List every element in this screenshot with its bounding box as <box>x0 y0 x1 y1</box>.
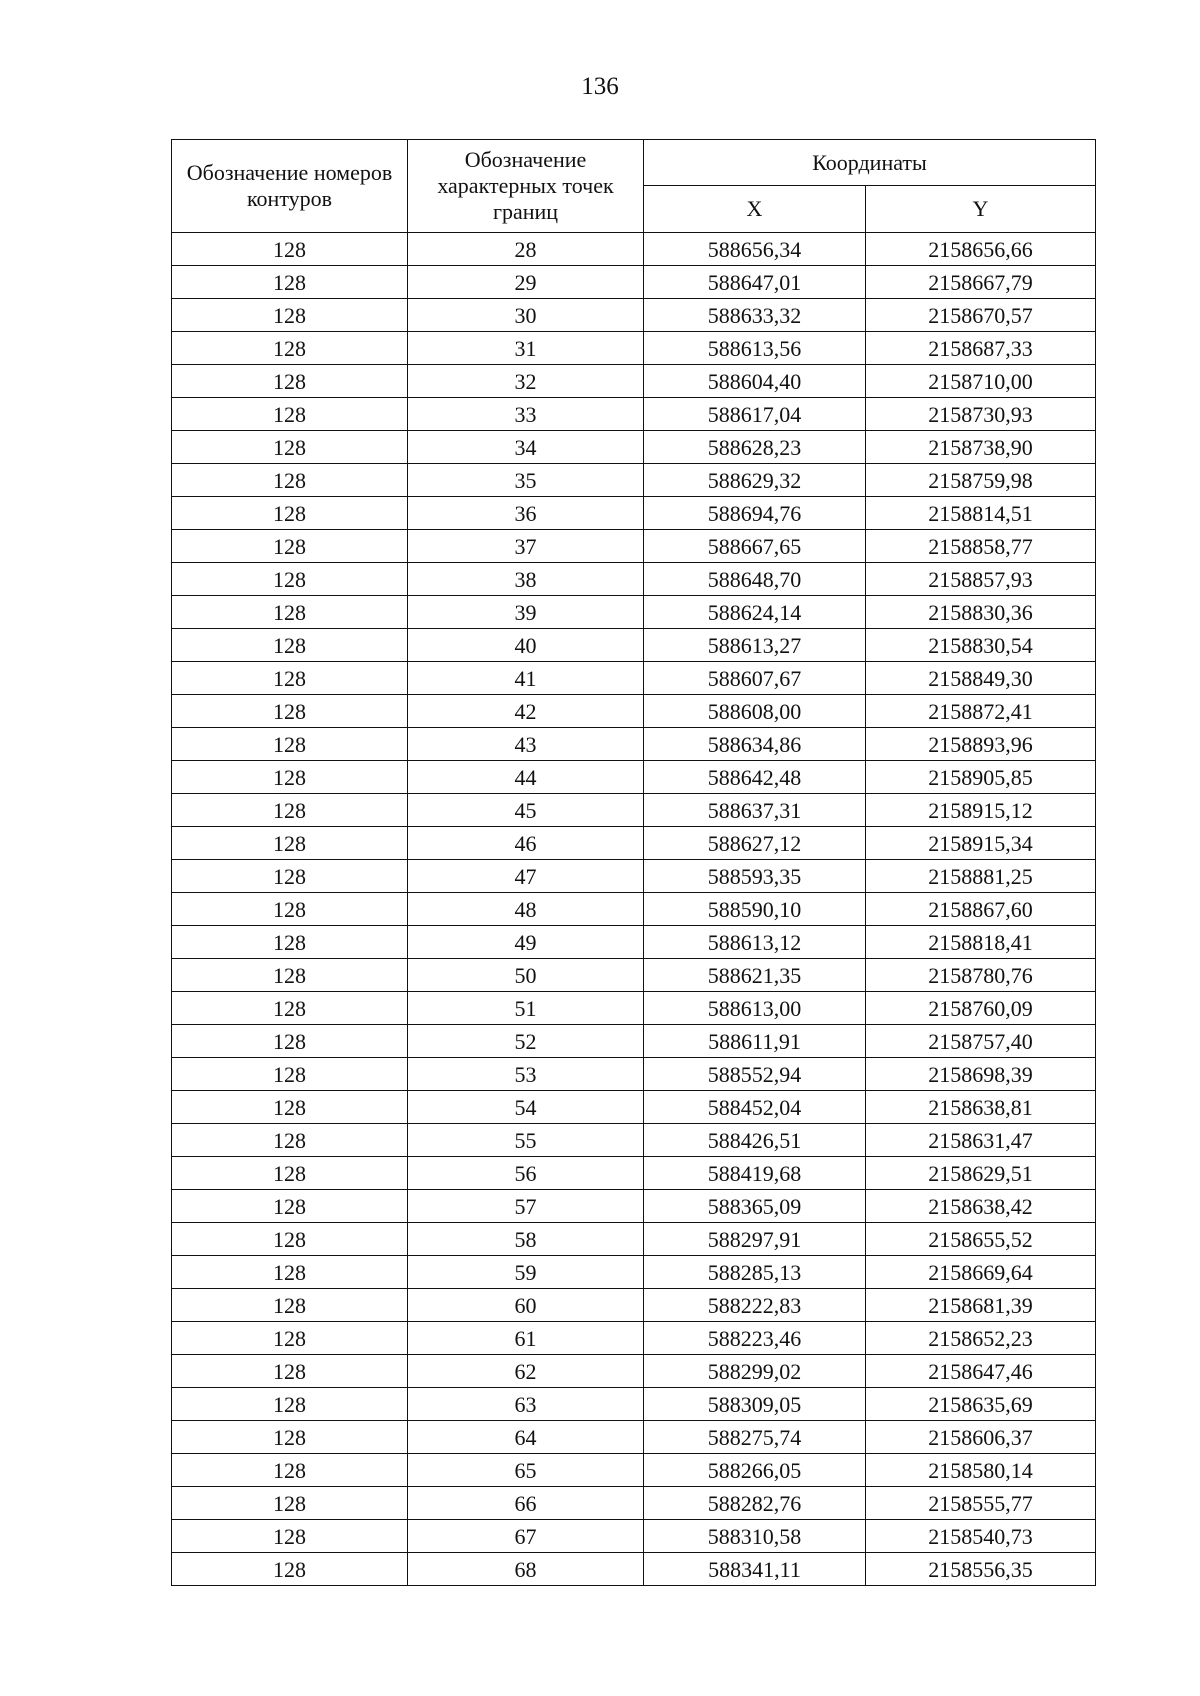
contour-number-cell: 128 <box>172 464 408 497</box>
y-coordinate-cell: 2158540,73 <box>866 1520 1096 1553</box>
table-row <box>172 992 1096 1025</box>
table-row <box>172 1421 1096 1454</box>
point-number-cell: 64 <box>408 1421 644 1454</box>
header-contour-number: Обозначение номеров контуров <box>172 140 408 233</box>
y-coordinate-cell: 2158638,42 <box>866 1190 1096 1223</box>
contour-number-cell: 128 <box>172 431 408 464</box>
point-number-cell: 38 <box>408 563 644 596</box>
point-number-cell: 41 <box>408 662 644 695</box>
y-coordinate-cell: 2158760,09 <box>866 992 1096 1025</box>
contour-number-cell: 128 <box>172 1487 408 1520</box>
y-coordinate-cell: 2158867,60 <box>866 893 1096 926</box>
point-number-cell: 49 <box>408 926 644 959</box>
contour-number-cell: 128 <box>172 365 408 398</box>
y-coordinate-cell: 2158647,46 <box>866 1355 1096 1388</box>
point-number-cell: 43 <box>408 728 644 761</box>
table-row <box>172 1520 1096 1553</box>
point-number-cell: 66 <box>408 1487 644 1520</box>
x-coordinate-cell: 588552,94 <box>644 1058 866 1091</box>
point-number-cell: 56 <box>408 1157 644 1190</box>
contour-number-cell: 128 <box>172 1025 408 1058</box>
table-row <box>172 1388 1096 1421</box>
table-row <box>172 1355 1096 1388</box>
table-row <box>172 860 1096 893</box>
contour-number-cell: 128 <box>172 926 408 959</box>
point-number-cell: 55 <box>408 1124 644 1157</box>
y-coordinate-cell: 2158698,39 <box>866 1058 1096 1091</box>
contour-number-cell: 128 <box>172 1190 408 1223</box>
table-row <box>172 464 1096 497</box>
x-coordinate-cell: 588285,13 <box>644 1256 866 1289</box>
point-number-cell: 54 <box>408 1091 644 1124</box>
x-coordinate-cell: 588222,83 <box>644 1289 866 1322</box>
point-number-cell: 30 <box>408 299 644 332</box>
table-row <box>172 530 1096 563</box>
x-coordinate-cell: 588637,31 <box>644 794 866 827</box>
x-coordinate-cell: 588624,14 <box>644 596 866 629</box>
table-row <box>172 926 1096 959</box>
point-number-cell: 62 <box>408 1355 644 1388</box>
y-coordinate-cell: 2158872,41 <box>866 695 1096 728</box>
table-row <box>172 1058 1096 1091</box>
table-row <box>172 761 1096 794</box>
contour-number-cell: 128 <box>172 233 408 266</box>
table-row <box>172 563 1096 596</box>
table-row <box>172 1553 1096 1586</box>
coordinates-table <box>171 139 1096 1586</box>
x-coordinate-cell: 588634,86 <box>644 728 866 761</box>
contour-number-cell: 128 <box>172 530 408 563</box>
point-number-cell: 52 <box>408 1025 644 1058</box>
table-row <box>172 1025 1096 1058</box>
y-coordinate-cell: 2158818,41 <box>866 926 1096 959</box>
x-coordinate-cell: 588419,68 <box>644 1157 866 1190</box>
point-number-cell: 47 <box>408 860 644 893</box>
y-coordinate-cell: 2158830,36 <box>866 596 1096 629</box>
x-coordinate-cell: 588590,10 <box>644 893 866 926</box>
y-coordinate-cell: 2158915,12 <box>866 794 1096 827</box>
table-row <box>172 497 1096 530</box>
point-number-cell: 42 <box>408 695 644 728</box>
y-coordinate-cell: 2158780,76 <box>866 959 1096 992</box>
contour-number-cell: 128 <box>172 1157 408 1190</box>
y-coordinate-cell: 2158669,64 <box>866 1256 1096 1289</box>
y-coordinate-cell: 2158606,37 <box>866 1421 1096 1454</box>
contour-number-cell: 128 <box>172 1421 408 1454</box>
point-number-cell: 34 <box>408 431 644 464</box>
contour-number-cell: 128 <box>172 827 408 860</box>
x-coordinate-cell: 588617,04 <box>644 398 866 431</box>
x-coordinate-cell: 588628,23 <box>644 431 866 464</box>
table-row <box>172 299 1096 332</box>
y-coordinate-cell: 2158652,23 <box>866 1322 1096 1355</box>
y-coordinate-cell: 2158556,35 <box>866 1553 1096 1586</box>
x-coordinate-cell: 588309,05 <box>644 1388 866 1421</box>
point-number-cell: 36 <box>408 497 644 530</box>
contour-number-cell: 128 <box>172 959 408 992</box>
table-row <box>172 596 1096 629</box>
contour-number-cell: 128 <box>172 695 408 728</box>
y-coordinate-cell: 2158730,93 <box>866 398 1096 431</box>
contour-number-cell: 128 <box>172 497 408 530</box>
header-y: Y <box>866 186 1096 233</box>
x-coordinate-cell: 588629,32 <box>644 464 866 497</box>
x-coordinate-cell: 588621,35 <box>644 959 866 992</box>
contour-number-cell: 128 <box>172 1256 408 1289</box>
table-row <box>172 728 1096 761</box>
table-row <box>172 1223 1096 1256</box>
table-row <box>172 365 1096 398</box>
point-number-cell: 32 <box>408 365 644 398</box>
y-coordinate-cell: 2158667,79 <box>866 266 1096 299</box>
table-row <box>172 662 1096 695</box>
point-number-cell: 29 <box>408 266 644 299</box>
table-row <box>172 431 1096 464</box>
y-coordinate-cell: 2158681,39 <box>866 1289 1096 1322</box>
x-coordinate-cell: 588647,01 <box>644 266 866 299</box>
y-coordinate-cell: 2158858,77 <box>866 530 1096 563</box>
x-coordinate-cell: 588613,12 <box>644 926 866 959</box>
table-row <box>172 332 1096 365</box>
x-coordinate-cell: 588275,74 <box>644 1421 866 1454</box>
x-coordinate-cell: 588607,67 <box>644 662 866 695</box>
y-coordinate-cell: 2158555,77 <box>866 1487 1096 1520</box>
contour-number-cell: 128 <box>172 1520 408 1553</box>
x-coordinate-cell: 588266,05 <box>644 1454 866 1487</box>
y-coordinate-cell: 2158759,98 <box>866 464 1096 497</box>
contour-number-cell: 128 <box>172 398 408 431</box>
table-row <box>172 1289 1096 1322</box>
point-number-cell: 39 <box>408 596 644 629</box>
table-row <box>172 1091 1096 1124</box>
y-coordinate-cell: 2158629,51 <box>866 1157 1096 1190</box>
x-coordinate-cell: 588648,70 <box>644 563 866 596</box>
x-coordinate-cell: 588282,76 <box>644 1487 866 1520</box>
contour-number-cell: 128 <box>172 266 408 299</box>
point-number-cell: 50 <box>408 959 644 992</box>
point-number-cell: 28 <box>408 233 644 266</box>
contour-number-cell: 128 <box>172 1091 408 1124</box>
x-coordinate-cell: 588613,27 <box>644 629 866 662</box>
contour-number-cell: 128 <box>172 761 408 794</box>
x-coordinate-cell: 588365,09 <box>644 1190 866 1223</box>
contour-number-cell: 128 <box>172 1289 408 1322</box>
x-coordinate-cell: 588426,51 <box>644 1124 866 1157</box>
y-coordinate-cell: 2158857,93 <box>866 563 1096 596</box>
x-coordinate-cell: 588297,91 <box>644 1223 866 1256</box>
y-coordinate-cell: 2158655,52 <box>866 1223 1096 1256</box>
y-coordinate-cell: 2158915,34 <box>866 827 1096 860</box>
y-coordinate-cell: 2158710,00 <box>866 365 1096 398</box>
contour-number-cell: 128 <box>172 1355 408 1388</box>
table-row <box>172 827 1096 860</box>
contour-number-cell: 128 <box>172 860 408 893</box>
y-coordinate-cell: 2158905,85 <box>866 761 1096 794</box>
contour-number-cell: 128 <box>172 1058 408 1091</box>
point-number-cell: 46 <box>408 827 644 860</box>
contour-number-cell: 128 <box>172 662 408 695</box>
point-number-cell: 48 <box>408 893 644 926</box>
point-number-cell: 61 <box>408 1322 644 1355</box>
point-number-cell: 63 <box>408 1388 644 1421</box>
x-coordinate-cell: 588633,32 <box>644 299 866 332</box>
point-number-cell: 60 <box>408 1289 644 1322</box>
table-row <box>172 893 1096 926</box>
table-header <box>172 140 1096 233</box>
y-coordinate-cell: 2158580,14 <box>866 1454 1096 1487</box>
x-coordinate-cell: 588613,56 <box>644 332 866 365</box>
page-number: 136 <box>581 73 619 100</box>
table-row <box>172 1454 1096 1487</box>
y-coordinate-cell: 2158893,96 <box>866 728 1096 761</box>
y-coordinate-cell: 2158830,54 <box>866 629 1096 662</box>
table-row <box>172 1124 1096 1157</box>
x-coordinate-cell: 588656,34 <box>644 233 866 266</box>
y-coordinate-cell: 2158738,90 <box>866 431 1096 464</box>
point-number-cell: 45 <box>408 794 644 827</box>
table-row <box>172 1190 1096 1223</box>
y-coordinate-cell: 2158814,51 <box>866 497 1096 530</box>
contour-number-cell: 128 <box>172 563 408 596</box>
x-coordinate-cell: 588611,91 <box>644 1025 866 1058</box>
point-number-cell: 33 <box>408 398 644 431</box>
table-body <box>172 233 1096 1586</box>
x-coordinate-cell: 588667,65 <box>644 530 866 563</box>
table-row <box>172 1487 1096 1520</box>
contour-number-cell: 128 <box>172 1124 408 1157</box>
x-coordinate-cell: 588694,76 <box>644 497 866 530</box>
y-coordinate-cell: 2158638,81 <box>866 1091 1096 1124</box>
point-number-cell: 31 <box>408 332 644 365</box>
x-coordinate-cell: 588452,04 <box>644 1091 866 1124</box>
header-coordinates: Координаты <box>644 140 1096 186</box>
point-number-cell: 44 <box>408 761 644 794</box>
point-number-cell: 65 <box>408 1454 644 1487</box>
contour-number-cell: 128 <box>172 728 408 761</box>
contour-number-cell: 128 <box>172 1454 408 1487</box>
x-coordinate-cell: 588608,00 <box>644 695 866 728</box>
table-row <box>172 794 1096 827</box>
x-coordinate-cell: 588310,58 <box>644 1520 866 1553</box>
table-row <box>172 959 1096 992</box>
table-row <box>172 233 1096 266</box>
point-number-cell: 58 <box>408 1223 644 1256</box>
x-coordinate-cell: 588593,35 <box>644 860 866 893</box>
point-number-cell: 35 <box>408 464 644 497</box>
x-coordinate-cell: 588642,48 <box>644 761 866 794</box>
y-coordinate-cell: 2158631,47 <box>866 1124 1096 1157</box>
x-coordinate-cell: 588627,12 <box>644 827 866 860</box>
point-number-cell: 68 <box>408 1553 644 1586</box>
x-coordinate-cell: 588299,02 <box>644 1355 866 1388</box>
contour-number-cell: 128 <box>172 596 408 629</box>
contour-number-cell: 128 <box>172 794 408 827</box>
table-row <box>172 1157 1096 1190</box>
x-coordinate-cell: 588223,46 <box>644 1322 866 1355</box>
point-number-cell: 67 <box>408 1520 644 1553</box>
y-coordinate-cell: 2158656,66 <box>866 233 1096 266</box>
contour-number-cell: 128 <box>172 1322 408 1355</box>
y-coordinate-cell: 2158849,30 <box>866 662 1096 695</box>
contour-number-cell: 128 <box>172 1388 408 1421</box>
contour-number-cell: 128 <box>172 332 408 365</box>
point-number-cell: 37 <box>408 530 644 563</box>
x-coordinate-cell: 588613,00 <box>644 992 866 1025</box>
table-row <box>172 266 1096 299</box>
table-row <box>172 695 1096 728</box>
x-coordinate-cell: 588604,40 <box>644 365 866 398</box>
table-row <box>172 1256 1096 1289</box>
y-coordinate-cell: 2158881,25 <box>866 860 1096 893</box>
table-row <box>172 1322 1096 1355</box>
y-coordinate-cell: 2158757,40 <box>866 1025 1096 1058</box>
contour-number-cell: 128 <box>172 1553 408 1586</box>
contour-number-cell: 128 <box>172 299 408 332</box>
header-point-designation: Обозначение характерных точек границ <box>408 140 644 233</box>
y-coordinate-cell: 2158635,69 <box>866 1388 1096 1421</box>
contour-number-cell: 128 <box>172 893 408 926</box>
header-x: X <box>644 186 866 233</box>
contour-number-cell: 128 <box>172 629 408 662</box>
point-number-cell: 59 <box>408 1256 644 1289</box>
table-row <box>172 629 1096 662</box>
point-number-cell: 51 <box>408 992 644 1025</box>
y-coordinate-cell: 2158687,33 <box>866 332 1096 365</box>
x-coordinate-cell: 588341,11 <box>644 1553 866 1586</box>
contour-number-cell: 128 <box>172 1223 408 1256</box>
point-number-cell: 53 <box>408 1058 644 1091</box>
point-number-cell: 40 <box>408 629 644 662</box>
table-row <box>172 398 1096 431</box>
contour-number-cell: 128 <box>172 992 408 1025</box>
y-coordinate-cell: 2158670,57 <box>866 299 1096 332</box>
point-number-cell: 57 <box>408 1190 644 1223</box>
